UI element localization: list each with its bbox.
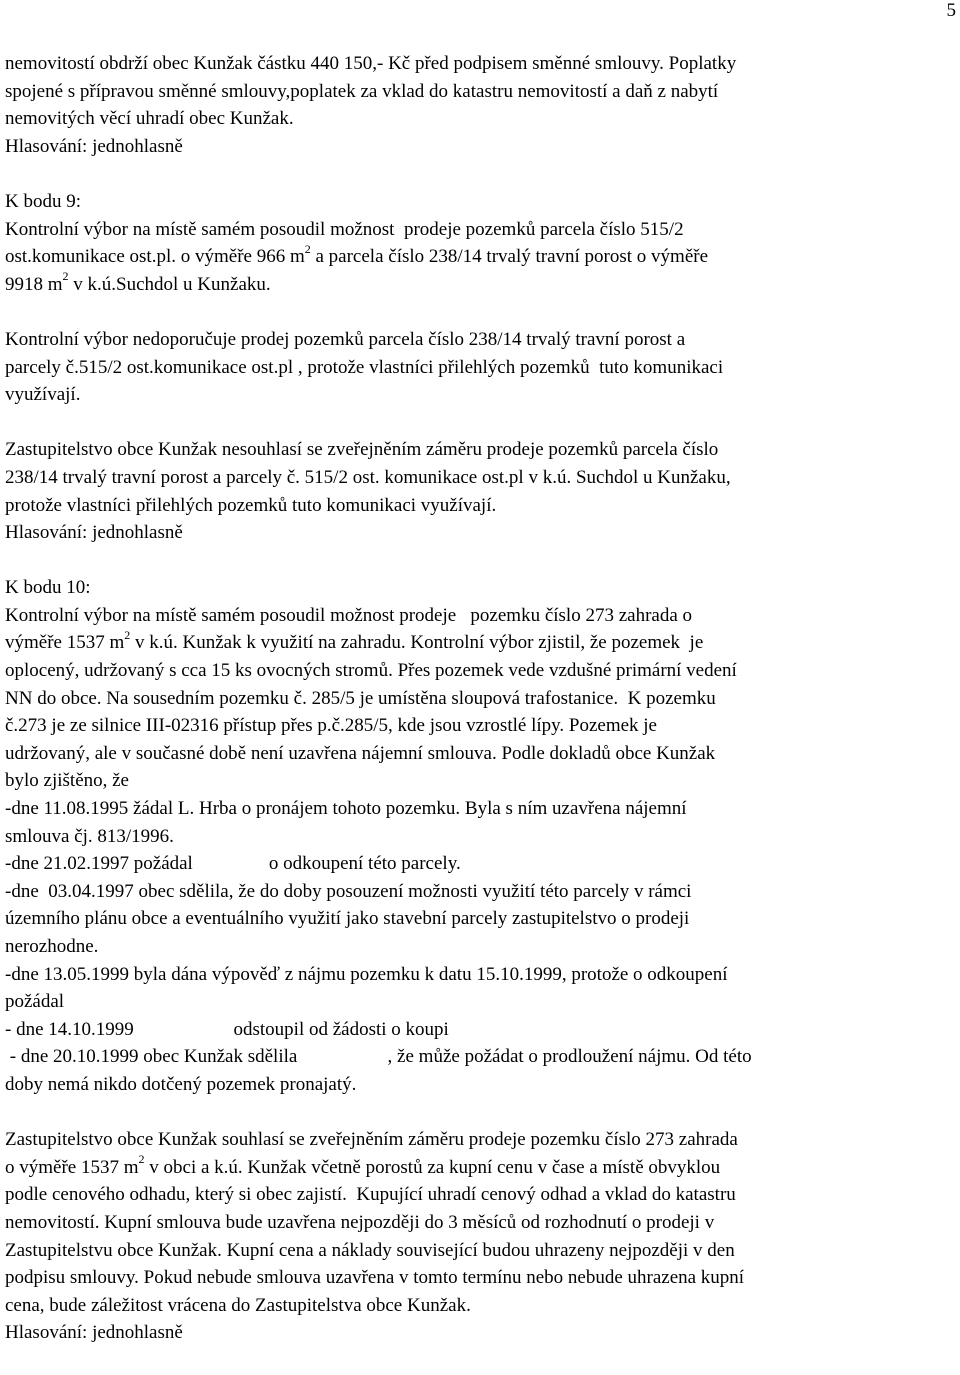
text-line: -dne 21.02.1997 požádal o odkoupení této parcely. (5, 853, 461, 875)
text-line: protože vlastníci přilehlých pozemků tuto komunikaci využívají. (5, 494, 497, 516)
text-line: Kontrolní výbor na místě samém posoudil možnost prodeje pozemků parcela číslo 515/2 (5, 218, 684, 240)
vote-result: Hlasování: jednohlasně (5, 135, 183, 157)
text-line: nerozhodne. (5, 936, 99, 957)
text-line: parcely č.515/2 ost.komunikace ost.pl , protože vlastníci přilehlých pozemků tuto komunikaci (5, 356, 724, 378)
page-number: 5 (946, 0, 956, 21)
text-line: -dne 11.08.1995 žádal L. Hrba o pronájem tohoto pozemku. Byla s ním uzavřena nájemní (5, 798, 687, 820)
text-line: oplocený, udržovaný s cca 15 ks ovocných stromů. Přes pozemek vede vzdušné primární vedení (5, 660, 737, 682)
text-line: -dne 13.05.1999 byla dána výpověď z nájmu pozemku k datu 15.10.1999, protože o odkoupení (5, 963, 728, 985)
text-line: č.273 je ze silnice III-02316 přístup přes p.č.285/5, kde jsou vzrostlé lípy. Pozemek je (5, 715, 657, 737)
text-line: nemovitostí. Kupní smlouva bude uzavřena nejpozději do 3 měsíců od rozhodnutí o prodeji v (5, 1211, 715, 1233)
paragraph-preceding (5, 50, 955, 160)
text-line: 9918 $m^2$ v k.ú.Suchdol u Kunžaku. (5, 269, 271, 295)
text-line: ost.komunikace ost.pl. o výměře 966 $m^2$ a parcela číslo 238/14 trvalý travní porost o výměře (5, 241, 709, 268)
vote-result: Hlasování: jednohlasně (5, 522, 183, 544)
text-line: - dne 14.10.1999 odstoupil od žádosti o koupi (5, 1018, 449, 1040)
text-line: Zastupitelstvu obce Kunžak. Kupní cena a náklady související budou uhrazeny nejpozději v den (5, 1239, 735, 1261)
text-line: udržovaný, ale v současné době není uzavřena nájemní smlouva. Podle dokladů obce Kunžak (5, 742, 716, 764)
text-line: bylo zjištěno, že (5, 770, 129, 792)
text-line: Kontrolní výbor na místě samém posoudil možnost prodeje pozemku číslo 273 zahrada o (5, 604, 693, 626)
vote-result: Hlasování: jednohlasně (5, 1322, 183, 1344)
text-line: cena, bude záležitost vrácena do Zastupitelstva obce Kunžak. (5, 1294, 471, 1316)
text-line: využívají. (5, 384, 81, 406)
section-heading: K bodu 9: (5, 190, 81, 212)
text-line: nemovitých věcí uhradí obec Kunžak. (5, 108, 294, 130)
section-bod-10 (5, 574, 955, 1347)
text-line: -dne 03.04.1997 obec sdělila, že do doby posouzení možnosti využití této parcely v rámci (5, 880, 692, 902)
text-line: doby nemá nikdo dotčený pozemek pronajatý. (5, 1073, 357, 1095)
text-line: výměře 1537 $m^2$ v k.ú. Kunžak k využití na zahradu. Kontrolní výbor zjistil, že pozemek je (5, 628, 704, 654)
text-line: Zastupitelstvo obce Kunžak nesouhlasí se zveřejněním záměru prodeje pozemků parcela číslo (5, 439, 719, 461)
document-body (5, 50, 955, 1347)
text-line: o výměře 1537 $m^2$ v obci a k.ú. Kunžak včetně porostů za kupní cenu v čase a místě obvyklou (5, 1152, 721, 1178)
text-line: 238/14 trvalý travní porost a parcely č. 515/2 ost. komunikace ost.pl v k.ú. Suchdol u Kunžaku, (5, 466, 731, 488)
text-line: Zastupitelstvo obce Kunžak souhlasí se zveřejněním záměru prodeje pozemku číslo 273 zahrada (5, 1129, 738, 1151)
text-line: - dne 20.10.1999 obec Kunžak sdělila , že může požádat o prodloužení nájmu. Od této (5, 1046, 752, 1068)
text-line: NN do obce. Na sousedním pozemku č. 285/5 je umístěna sloupová trafostanice. K pozemku (5, 687, 716, 709)
text-line: územního plánu obce a eventuálního využití jako stavební parcely zastupitelstvo o prodeji (5, 908, 690, 930)
section-heading: K bodu 10: (5, 577, 91, 599)
text-line: podle cenového odhadu, který si obec zajistí. Kupující uhradí cenový odhad a vklad do katastru (5, 1184, 736, 1206)
text-line: podpisu smlouvy. Pokud nebude smlouva uzavřena v tomto termínu nebo nebude uhrazena kupní (5, 1267, 745, 1289)
text-line: spojené s přípravou směnné smlouvy,poplatek za vklad do katastru nemovitostí a daň z nabytí (5, 80, 719, 102)
section-bod-9 (5, 188, 955, 547)
text-line: smlouva čj. 813/1996. (5, 825, 174, 847)
text-line: Kontrolní výbor nedoporučuje prodej pozemků parcela číslo 238/14 trvalý travní porost a (5, 328, 686, 350)
text-line: nemovitostí obdrží obec Kunžak částku 440 150,- Kč před podpisem směnné smlouvy. Poplatky (5, 53, 737, 74)
text-line: požádal (5, 991, 65, 1013)
